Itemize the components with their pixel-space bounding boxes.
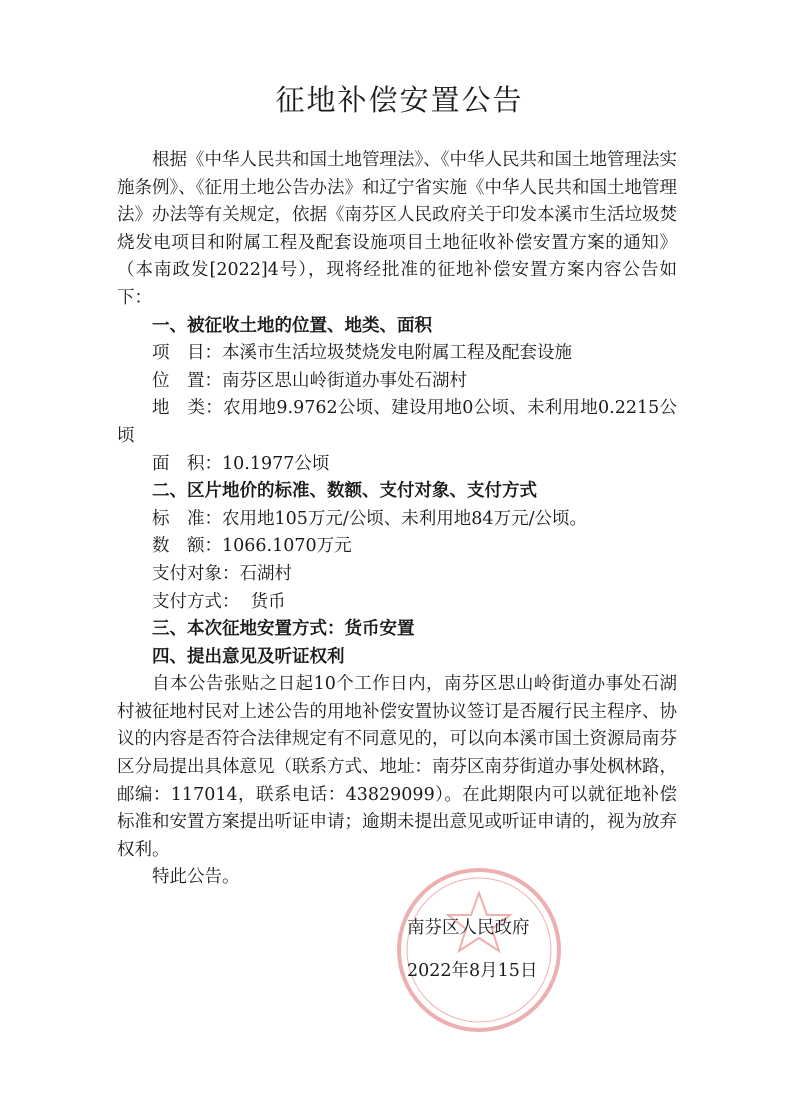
section1-heading: 一、被征收土地的位置、地类、面积 bbox=[152, 315, 432, 336]
notice-body bbox=[117, 147, 677, 892]
method-value: 货币 bbox=[250, 591, 286, 612]
section4-paragraph: 自本公告张贴之日起10个工作日内，南芬区思山岭街道办事处石湖村被征地村民对上述公告的用地补偿安置协议签订是否履行民主程序、协议的内容是否符合法律规定有不同意见的，可以向本溪市国土资源局南芬区分局提出具体意见（联系方式、地址：南芬区南芬街道办事处枫林路，邮编：117014，联系电话：43829099）。在此期限内可以就征地补偿标准和安置方案提出听证申请；逾期未提出意见或听证申请的，视为放弃权利。 bbox=[117, 674, 677, 860]
area-row bbox=[117, 451, 677, 479]
method-row bbox=[117, 589, 677, 617]
project-value: 本溪市生活垃圾焚烧发电附属工程及配套设施 bbox=[222, 343, 572, 364]
standard-label: 标 准： bbox=[152, 508, 222, 529]
page-title: 征地补偿安置公告 bbox=[275, 83, 524, 117]
amount-row bbox=[117, 533, 677, 561]
method-label: 支付方式： bbox=[152, 591, 240, 612]
amount-value: 1066.1070万元 bbox=[222, 536, 352, 557]
signature-date: 2022年8月15日 bbox=[407, 961, 538, 981]
standard-value: 农用地105万元/公顷、未利用地84万元/公顷。 bbox=[222, 508, 587, 529]
location-row bbox=[117, 368, 677, 396]
land-type-row bbox=[117, 395, 677, 450]
land-type-value: 农用地9.9762公顷、建设用地0公顷、未利用地0.2215公顷 bbox=[117, 398, 678, 446]
signature-org: 南芬区人民政府 bbox=[407, 918, 530, 938]
land-type-label: 地 类： bbox=[152, 398, 224, 419]
standard-row bbox=[117, 506, 677, 534]
project-label: 项 目： bbox=[152, 343, 222, 364]
section3-heading: 三、本次征地安置方式：货币安置 bbox=[152, 619, 415, 640]
area-value: 10.1977公顷 bbox=[222, 453, 330, 474]
area-label: 面 积： bbox=[152, 453, 222, 474]
payee-row bbox=[117, 561, 677, 589]
section2-heading: 二、区片地价的标准、数额、支付对象、支付方式 bbox=[152, 481, 537, 502]
section4-heading: 四、提出意见及听证权利 bbox=[152, 646, 345, 667]
project-row bbox=[117, 340, 677, 368]
location-label: 位 置： bbox=[152, 370, 222, 391]
amount-label: 数 额： bbox=[152, 536, 222, 557]
official-seal-icon bbox=[394, 865, 564, 1035]
intro-paragraph: 根据《中华人民共和国土地管理法》、《中华人民共和国土地管理法实施条例》、《征用土地公告办法》和辽宁省实施《中华人民共和国土地管理法》办法等有关规定，依据《南芬区人民政府关于印发本溪市生活垃圾焚烧发电项目和附属工程及配套设施项目土地征收补偿安置方案的通知》（本南政发[2022]4号），现将经批准的征地补偿安置方案内容公告如下： bbox=[117, 150, 677, 308]
payee-label: 支付对象： bbox=[152, 563, 240, 584]
closing-text: 特此公告。 bbox=[152, 867, 240, 888]
payee-value: 石湖村 bbox=[239, 563, 292, 584]
location-value: 南芬区思山岭街道办事处石湖村 bbox=[222, 370, 467, 391]
